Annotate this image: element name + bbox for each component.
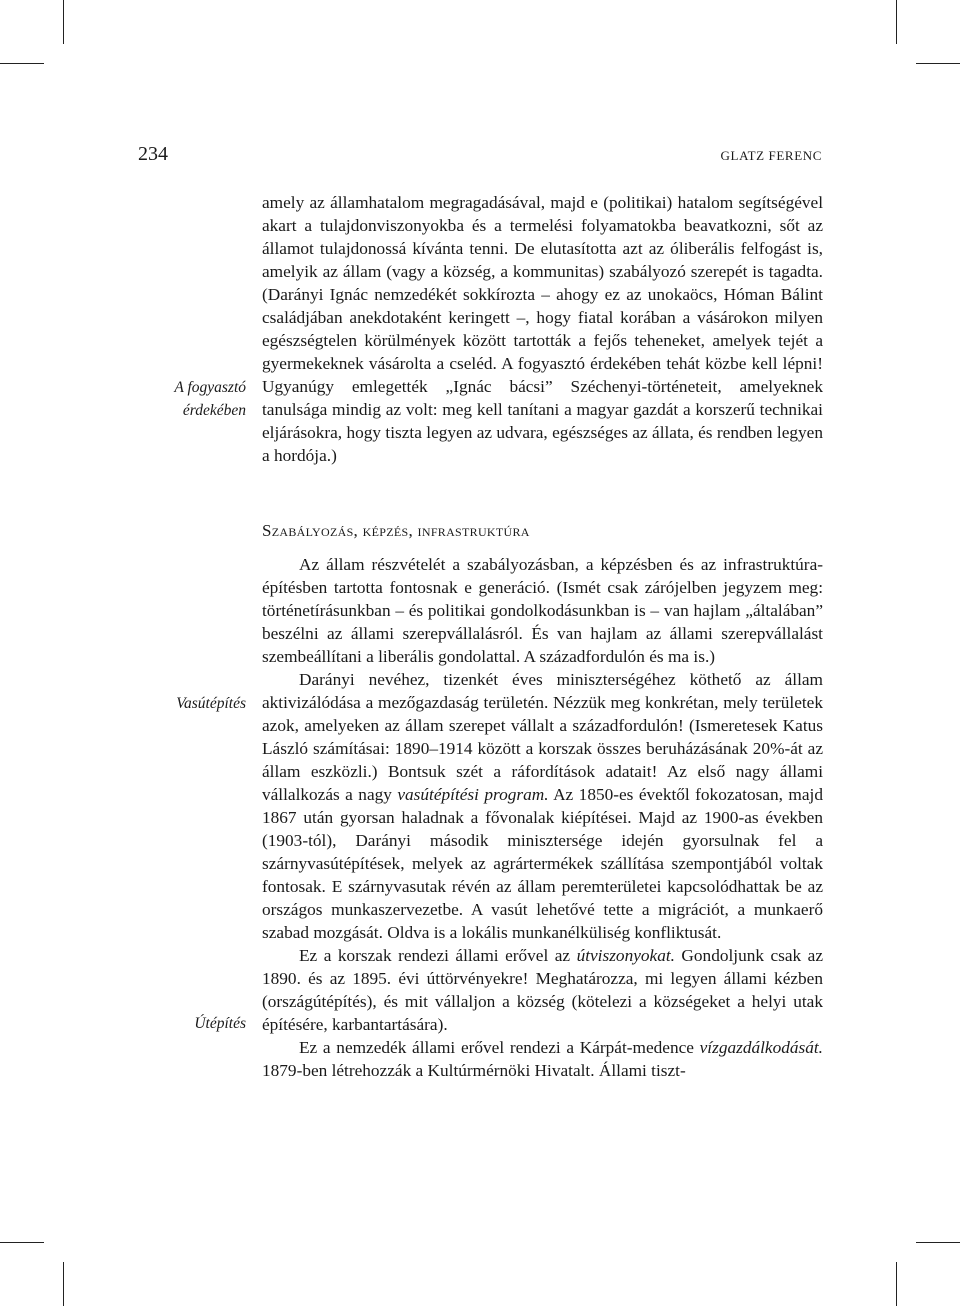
paragraph-5-italic: vízgazdálkodását. bbox=[699, 1038, 823, 1057]
paragraph-4 bbox=[262, 944, 823, 1036]
crop-mark-top-right-vertical bbox=[896, 0, 897, 44]
running-head: GLATZ FERENC bbox=[720, 148, 822, 163]
body-text-bottom bbox=[262, 553, 823, 1082]
paragraph-1-text-b: (Darányi Ignác nemzedékét sokkírozta – ahogy ez az unokaöcs, Hóman Bálint családjában anekdotaként keringett –, hogy fiatal korában a vásárokon milyen egészségtelen körülmények között tartották a fejős teheneket, amelyek tejét a gyermekeknek vásárolta a cseléd. A fogyasztó érdekében tehát közbe kell lépni! Ugyanúgy emlegették „Ignác bácsi” Széchenyi-történeteit, amelyeknek tanulsága mindig az volt: meg kell tanítani a magyar gazdát a korszerű technikai eljárásokra, hogy tiszta legyen az udvara, egészséges az állata, és rendben legyen a hordója.) bbox=[262, 285, 823, 465]
margin-note-fogyaszto-line1: A fogyasztó bbox=[174, 379, 246, 396]
margin-note-fogyaszto bbox=[138, 376, 246, 422]
body-text-top bbox=[262, 191, 823, 467]
crop-mark-top-left-vertical bbox=[63, 0, 64, 44]
crop-mark-bottom-right-vertical bbox=[896, 1262, 897, 1306]
paragraph-3 bbox=[262, 668, 823, 944]
paragraph-4-text-b: Gondoljunk csak az 1890. és az 1895. évi úttörvényekre! Meghatározza, mi legyen állami kézben (országútépítés), és mit vállaljon a község (kötelezi a községeket a helyi utak építésére, karbantartására). bbox=[262, 946, 824, 1034]
paragraph-4-text-a: Ez a korszak rendezi állami erővel az bbox=[299, 946, 577, 965]
paragraph-1 bbox=[262, 191, 823, 467]
crop-mark-bottom-left-horizontal bbox=[0, 1242, 44, 1243]
paragraph-4-italic: útviszonyokat. bbox=[576, 946, 675, 965]
paragraph-5-text-a: Ez a nemzedék állami erővel rendezi a Kárpát-medence bbox=[299, 1038, 700, 1057]
margin-note-utepites: Útépítés bbox=[194, 1015, 246, 1032]
paragraph-5 bbox=[262, 1036, 823, 1082]
paragraph-1-text-a: amely az államhatalom megragadásával, majd e (politikai) hatalom segítségével akart a tulajdonviszonyokba és a termelési folyamatokba beavatkozni, sőt az államot tulajdonossá kívánta tenni. De elutasította azt az óliberális felfogást is, amelyik az állam (vagy a község, a kommunitas) szabályozó szerepét is tagadta. bbox=[262, 193, 823, 281]
section-heading: Szabályozás, képzés, infrastruktúra bbox=[262, 521, 530, 540]
paragraph-5-text-b: 1879-ben létrehozzák a Kultúrmérnöki Hivatalt. Állami tiszt- bbox=[262, 1061, 686, 1080]
page-number: 234 bbox=[138, 143, 168, 165]
crop-mark-bottom-right-horizontal bbox=[916, 1242, 960, 1243]
margin-note-vasutepites: Vasútépítés bbox=[176, 695, 246, 712]
margin-note-fogyaszto-line2: érdekében bbox=[182, 402, 246, 419]
paragraph-2: Az állam részvételét a szabályozásban, a képzésben és az infrastruktúra-építésben tartotta fontosnak e generáció. (Ismét csak zárójelben jegyzem meg: történetírásunkban – és politikai gondolkodásunkban is – van hajlam „általában” beszélni az állami szerepvállalásról. És van hajlam az állami szerepvállalást szembeállítani a liberális gondolattal. A századfordulón és ma is.) bbox=[262, 555, 823, 666]
crop-mark-top-right-horizontal bbox=[916, 63, 960, 64]
paragraph-3-text-b: Az 1850-es évektől fokozatosan, majd 1867 után gyorsan haladnak a fővonalak kiépítései. Majd az 1900-as években (1903-tól), Darányi második minisztersége idején gyorsulnak fel a szárnyvasútépítések, melyek az agrártermékek szállítása szempontjából voltak fontosak. E szárnyvasutak révén az állam peremterületei kapcsolódhattak be az országos munkaszervezetbe. A vasút lehetővé tette a migrációt, a munkaerő szabad mozgását. Oldva is a lokális munkanélküliség konfliktusát. bbox=[262, 785, 823, 942]
crop-mark-bottom-left-vertical bbox=[63, 1262, 64, 1306]
crop-mark-top-left-horizontal bbox=[0, 63, 44, 64]
paragraph-3-text-a: Darányi nevéhez, tizenkét éves miniszterségéhez köthető az állam aktivizálódása a mezőgazdaság területén. Nézzük meg konkrétan, mely területek azok, amelyeken az állam szerepet vállalt a századfordulón! (Ismeretesek Katus László számításai: 1890–1914 között a korszak összes beruházásának 20%-át az állam eszközli.) Bontsuk szét a ráfordítások adatait! Az első nagy állami vállalkozás a nagy bbox=[262, 670, 823, 804]
paragraph-3-italic: vasútépítési program. bbox=[397, 785, 549, 804]
